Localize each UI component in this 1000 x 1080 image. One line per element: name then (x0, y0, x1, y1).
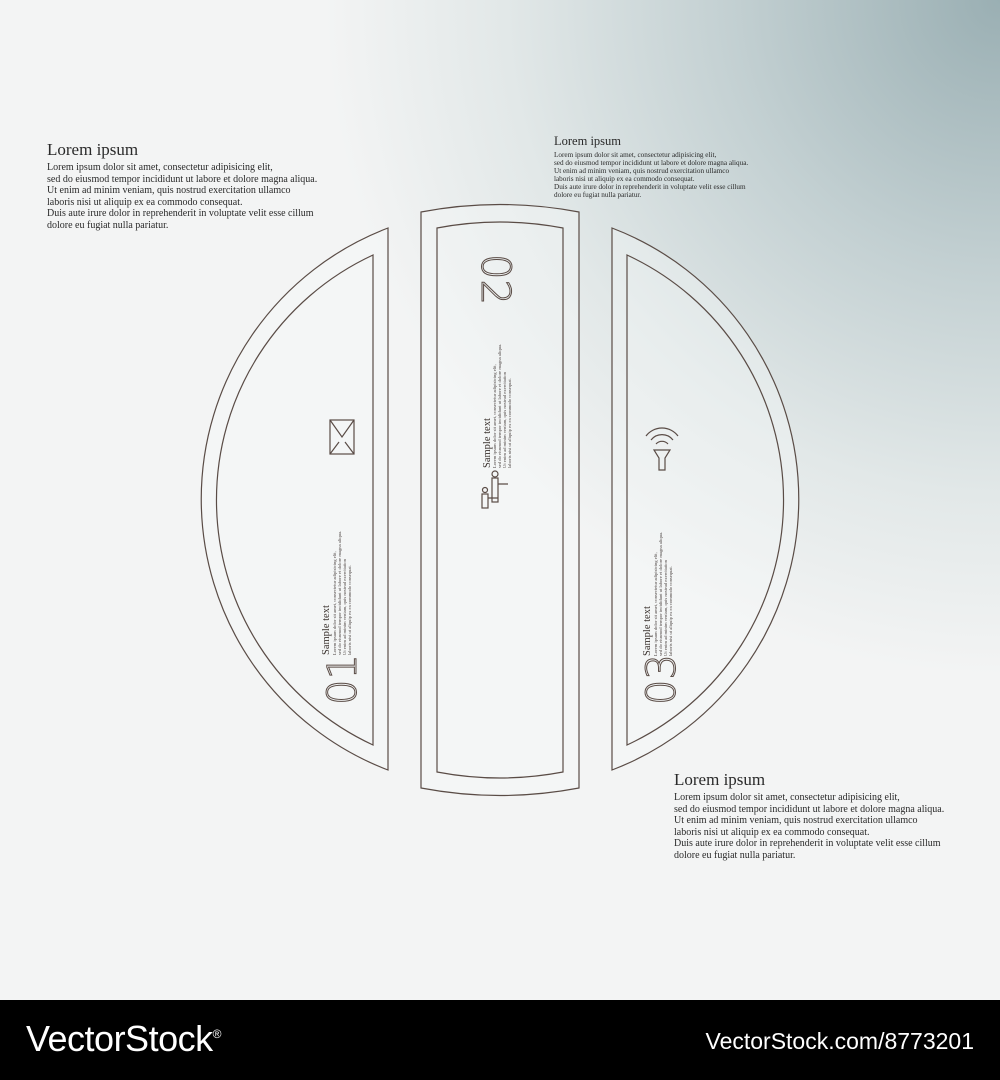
sample-title: Sample text (321, 605, 332, 655)
sample-line: laboris nisi ut aliquip ex ea commodo consequat. (507, 378, 512, 468)
sample-line: Ut enim ad minim veniam, quis nostrud exercitation (663, 560, 668, 656)
sample-title: Sample text (642, 606, 653, 656)
sample-line: sed do eiusmod tempor incididunt ut labore et dolore magna aliqua. (497, 343, 502, 468)
sample-line: laboris nisi ut aliquip ex ea commodo consequat. (668, 566, 673, 656)
sample-line: Ut enim ad minim veniam, quis nostrud exercitation (502, 372, 507, 468)
block-title: Lorem ipsum (674, 770, 766, 789)
block-body: Lorem ipsum dolor sit amet, consectetur adipisicing elit, sed do eiusmod tempor incididunt ut labore et dolore magna aliqua. Ut enim ad minim veniam, quis nostrud exercitation ullamco laboris nisi ut aliquip ex ea commodo consequat. Duis aute irure dolor in reprehenderit in voluptate velit esse cillum dolore eu fugiat nulla pariatur. (47, 162, 318, 231)
sample-title: Sample text (482, 418, 493, 468)
block-body: Lorem ipsum dolor sit amet, consectetur adipisicing elit, sed do eiusmod tempor incididunt ut labore et dolore magna aliqua. Ut enim ad minim veniam, quis nostrud exercitation ullamco laboris nisi ut aliquip ex ea commodo consequat. Duis aute irure dolor in reprehenderit in voluptate velit esse cillum dolore eu fugiat nulla pariatur. (554, 151, 749, 199)
watermark-footer (0, 1000, 1000, 1080)
registered-mark: ® (212, 1027, 221, 1041)
block-title: Lorem ipsum (554, 134, 622, 148)
sample-line: Lorem ipsum dolor sit amet, consectetur adipisicing elit, (492, 364, 497, 468)
segment-number: 03 (639, 654, 685, 705)
segment-01 (201, 228, 388, 770)
segment-03 (612, 228, 799, 770)
brand-logo (26, 1018, 221, 1060)
segment-02 (421, 205, 579, 796)
segment-number: 01 (320, 654, 366, 705)
sample-line: Lorem ipsum dolor sit amet, consectetur adipisicing elit, (332, 551, 337, 655)
sample-line: Lorem ipsum dolor sit amet, consectetur adipisicing elit, (653, 552, 658, 656)
sample-line: sed do eiusmod tempor incididunt ut labore et dolore magna aliqua. (337, 530, 342, 655)
sample-line: Ut enim ad minim veniam, quis nostrud exercitation (342, 559, 347, 655)
brand-name: VectorStock (26, 1018, 213, 1059)
sample-line: laboris nisi ut aliquip ex ea commodo consequat. (347, 565, 352, 655)
block-body: Lorem ipsum dolor sit amet, consectetur adipisicing elit, sed do eiusmod tempor incididunt ut labore et dolore magna aliqua. Ut enim ad minim veniam, quis nostrud exercitation ullamco laboris nisi ut aliquip ex ea commodo consequat. Duis aute irure dolor in reprehenderit in voluptate velit esse cillum dolore eu fugiat nulla pariatur. (674, 792, 945, 861)
segment-number: 02 (472, 254, 518, 305)
image-id: VectorStock.com/8773201 (705, 1028, 974, 1054)
sample-line: sed do eiusmod tempor incididunt ut labore et dolore magna aliqua. (658, 531, 663, 656)
block-title: Lorem ipsum (47, 140, 139, 159)
